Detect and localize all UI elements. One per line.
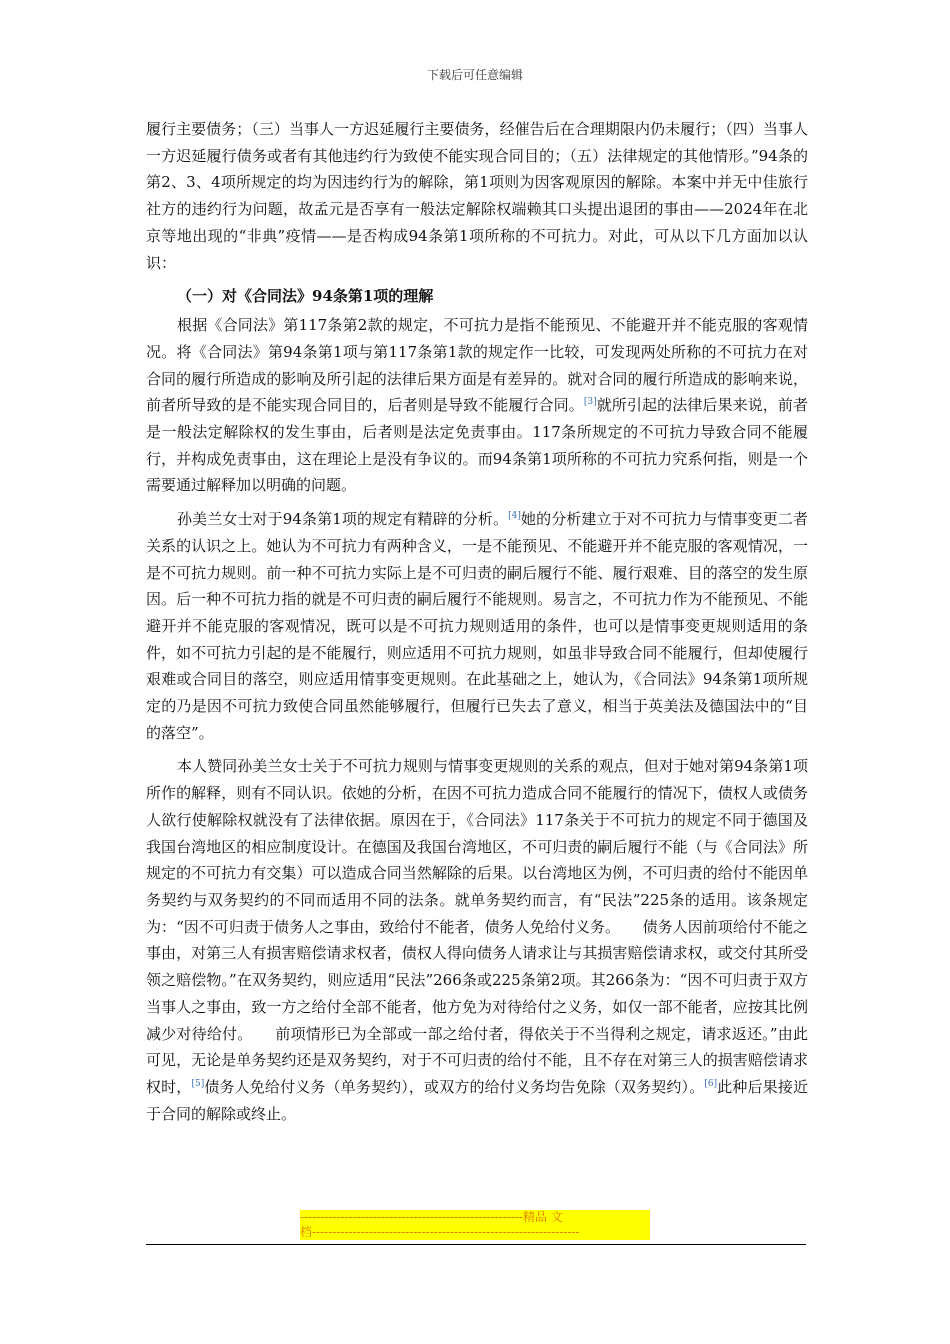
paragraph-4-text-c: 此种后果接近于合同的解除或终止。 (146, 1077, 808, 1123)
paragraph-2-text-b: 就所引起的法律后果来说，前者是一般法定解除权的发生事由，后者则是法定免责事由。117条所规定的不可抗力导致合同不能履行，并构成免责事由，这在理论上是没有争议的。而94条第1项所称的不可抗力究系何指，则是一个需要通过解释加以明确的问题。 (146, 396, 808, 495)
paragraph-2-text-a: 根据《合同法》第117条第2款的规定，不可抗力是指不能预见、不能避开并不能克服的客观情况。将《合同法》第94条第1项与第117条第1款的规定作一比较，可发现两处所称的不可抗力在对合同的履行所造成的影响及所引起的法律后果方面是有差异的。就对合同的履行所造成的影响来说，前者所导致的是不能实现合同目的，后者则是导致不能履行合同。 (146, 316, 808, 415)
paragraph-3-text-b: 她的分析建立于对不可抗力与情事变更二者关系的认识之上。她认为不可抗力有两种含义，一是不能预见、不能避开并不能克服的客观情况，一是不可抗力规则。前一种不可抗力实际上是不可归责的嗣后履行不能、履行艰难、目的落空的发生原因。后一种不可抗力指的就是不可归责的嗣后履行不能规则。易言之，不可抗力作为不能预见、不能避开并不能克服的客观情况，既可以是不可抗力规则适用的条件，也可以是情事变更规则适用的条件，如不可抗力引起的是不能履行，则应适用不可抗力规则，如虽非导致合同不能履行，但却使履行艰难或合同目的落空，则应适用情事变更规则。在此基础之上，她认为，《合同法》94条第1项所规定的乃是因不可抗力致使合同虽然能够履行，但履行已失去了意义，相当于英美法及德国法中的“目的落空”。 (146, 510, 808, 742)
footer-line-1: -------------------------------------------------------精品 文 (300, 1210, 650, 1225)
paragraph-1: 履行主要债务；（三）当事人一方迟延履行主要债务，经催告后在合理期限内仍未履行；（四）当事人一方迟延履行债务或者有其他违约行为致使不能实现合同目的；（五）法律规定的其他情形。”94条的第2、3、4项所规定的均为因违约行为的解除，第1项则为因客观原因的解除。本案中并无中佳旅行社方的违约行为问题，故孟元是否享有一般法定解除权端赖其口头提出退团的事由——2024年在北京等地出现的“非典”疫情——是否构成94条第1项所称的不可抗力。对此，可从以下几方面加以认识： (146, 120, 808, 272)
paragraph-3 (146, 506, 808, 746)
paragraph-4-text-b: 债务人免给付义务（单务契约），或双方的给付义务均告免除（双务契约）。 (204, 1077, 705, 1096)
footnote-ref-4[interactable]: [4] (508, 511, 521, 522)
footer-rule (146, 1244, 806, 1245)
footnote-ref-5[interactable]: [5] (191, 1078, 205, 1089)
footer-line-2: 档------------------------------------------------------------------ (300, 1225, 650, 1240)
footnote-ref-3[interactable]: [3] (583, 397, 597, 408)
paragraph-2 (146, 312, 808, 499)
paragraph-4 (146, 753, 808, 1127)
section-heading: （一）对《合同法》94条第1项的理解 (177, 287, 434, 306)
page-header: 下载后可任意编辑 (426, 68, 523, 82)
paragraph-3-text-a: 孙美兰女士对于94条第1项的规定有精辟的分析。 (177, 510, 509, 529)
footer-banner (300, 1210, 660, 1240)
footnote-ref-6[interactable]: [6] (704, 1078, 718, 1089)
paragraph-4-text-a: 本人赞同孙美兰女士关于不可抗力规则与情事变更规则的关系的观点，但对于她对第94条第1项所作的解释，则有不同认识。依她的分析，在因不可抗力造成合同不能履行的情况下，债权人或债务人欲行使解除权就没有了法律依据。原因在于，《合同法》117条关于不可抗力的规定不同于德国及我国台湾地区的相应制度设计。在德国及我国台湾地区，不可归责的嗣后履行不能（与《合同法》所规定的不可抗力有交集）可以造成合同当然解除的后果。以台湾地区为例，不可归责的给付不能因单务契约与双务契约的不同而适用不同的法条。就单务契约而言，有“民法”225条的适用。该条规定为：“因不可归责于债务人之事由，致给付不能者，债务人免给付义务。 债务人因前项给付不能之事由，对第三人有损害赔偿请求权者，债权人得向债务人请求让与其损害赔偿请求权，或交付其所受领之赔偿物。”在双务契约，则应适用“民法”266条或225条第2项。其266条为：“因不可归责于双方当事人之事由，致一方之给付全部不能者，他方免为对待给付之义务，如仅一部不能者，应按其比例减少对待给付。 前项情形已为全部或一部之给付者，得依关于不当得利之规定，请求返还。”由此可见，无论是单务契约还是双务契约，对于不可归责的给付不能，且不存在对第三人的损害赔偿请求权时， (146, 757, 808, 1096)
document-body (146, 116, 808, 1134)
